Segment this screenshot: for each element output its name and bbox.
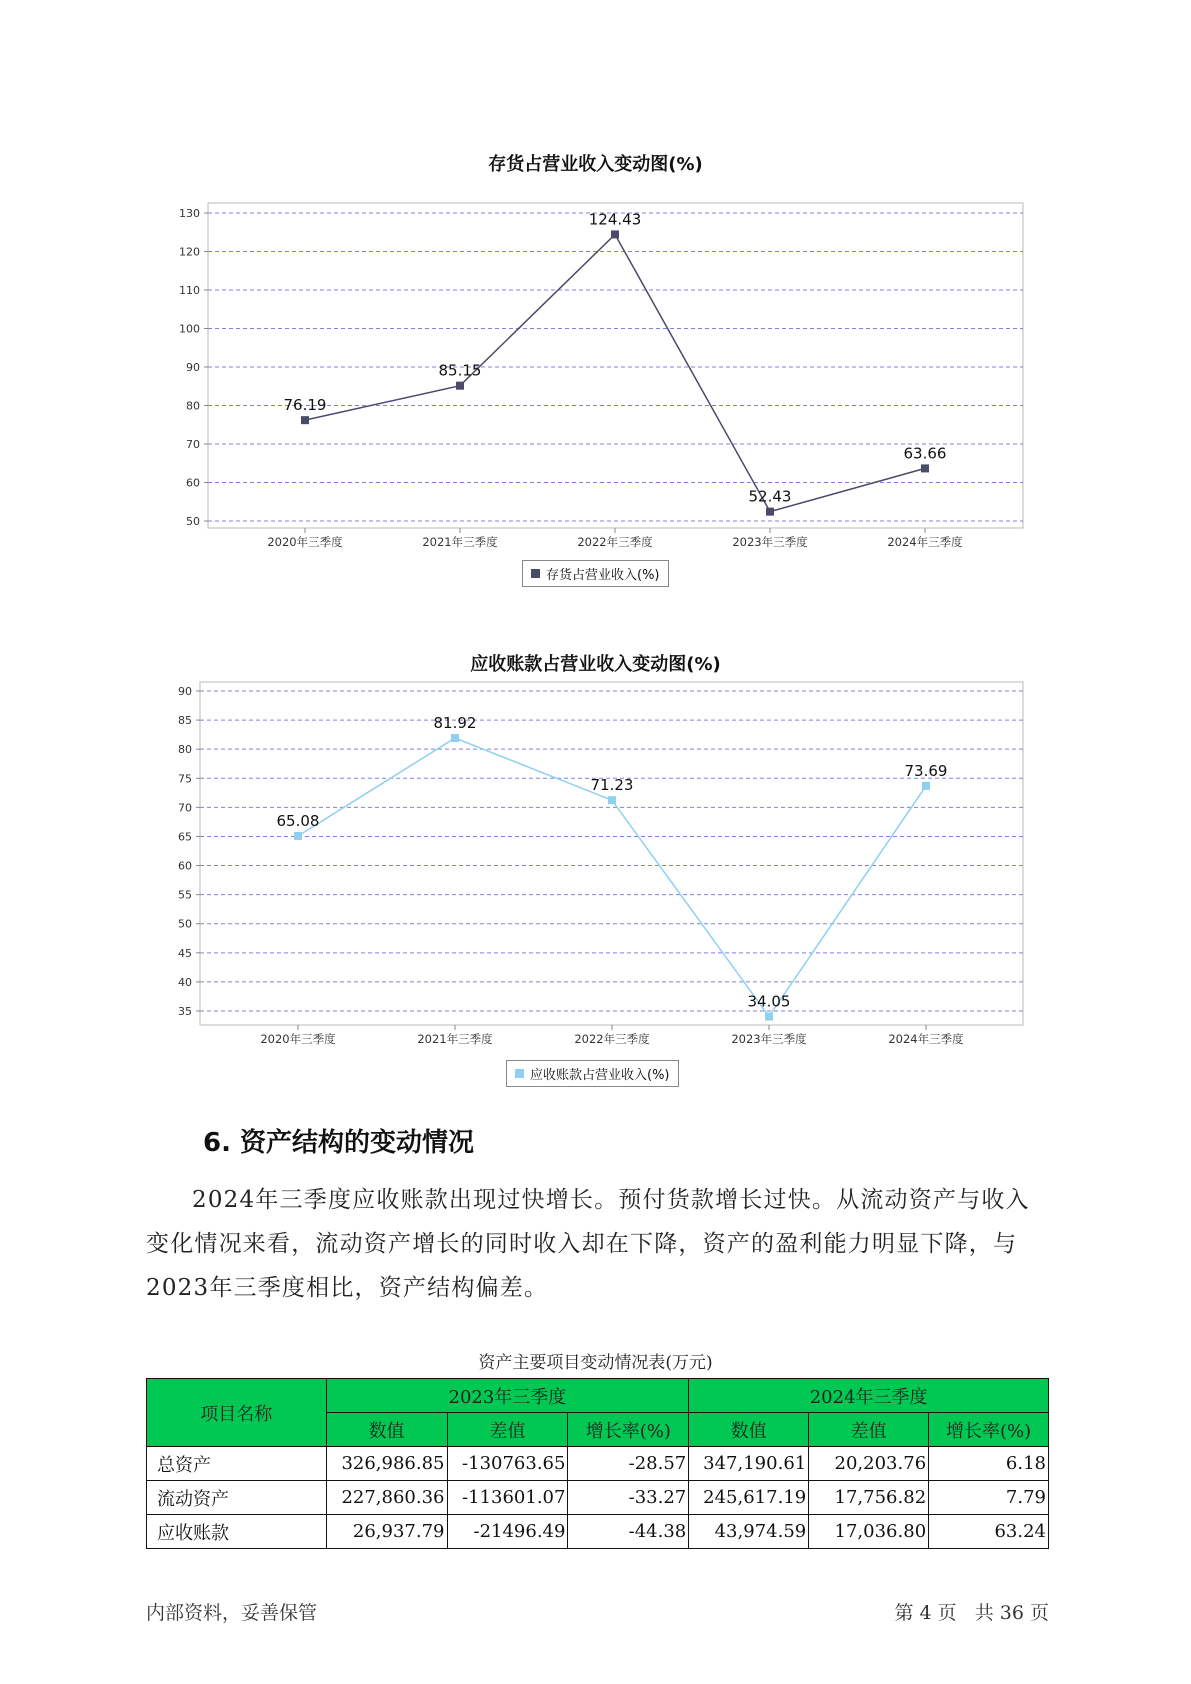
cell: -113601.07 — [447, 1481, 568, 1515]
data-label: 76.19 — [283, 396, 327, 415]
cell: 326,986.85 — [326, 1447, 447, 1481]
x-tick-label: 2022年三季度 — [574, 1032, 650, 1046]
data-point — [451, 734, 459, 742]
cell: 6.18 — [929, 1447, 1049, 1481]
y-tick-label: 55 — [178, 888, 192, 902]
data-label: 52.43 — [748, 487, 792, 506]
data-point — [301, 416, 309, 424]
table-row — [147, 1481, 1049, 1515]
data-label: 63.66 — [903, 444, 947, 463]
receivable-legend — [506, 1060, 679, 1087]
data-label: 65.08 — [276, 811, 320, 830]
y-tick-label: 50 — [178, 917, 192, 931]
y-tick-label: 45 — [178, 946, 192, 960]
footer-confidential: 内部资料，妥善保管 — [146, 1602, 318, 1624]
x-tick-label: 2024年三季度 — [888, 1032, 964, 1046]
y-tick-label: 80 — [186, 399, 200, 413]
y-tick-label: 65 — [178, 830, 192, 844]
x-tick-label: 2020年三季度 — [260, 1032, 336, 1046]
receivable-legend-label: 应收账款占营业收入(%) — [530, 1068, 670, 1083]
section-heading: 6. 资产结构的变动情况 — [203, 1128, 475, 1158]
y-tick-label: 85 — [178, 714, 192, 728]
y-tick-label: 50 — [186, 515, 200, 528]
y-tick-label: 70 — [186, 438, 200, 451]
x-tick-label: 2021年三季度 — [417, 1032, 493, 1046]
y-tick-label: 40 — [178, 975, 192, 989]
cell: 26,937.79 — [326, 1515, 447, 1549]
row-name: 流动资产 — [147, 1481, 327, 1515]
subheader-value: 数值 — [326, 1413, 447, 1447]
data-label: 73.69 — [904, 761, 948, 780]
data-label: 34.05 — [747, 992, 791, 1011]
receivable-chart — [0, 675, 1191, 1075]
cell: 63.24 — [929, 1515, 1049, 1549]
cell: 43,974.59 — [689, 1515, 809, 1549]
cell: 245,617.19 — [689, 1481, 809, 1515]
y-tick-label: 100 — [179, 322, 200, 336]
section-paragraph — [146, 1178, 1046, 1310]
cell: 17,036.80 — [809, 1515, 929, 1549]
x-tick-label: 2021年三季度 — [422, 535, 498, 549]
table-row — [147, 1515, 1049, 1549]
row-name: 应收账款 — [147, 1515, 327, 1549]
y-tick-label: 80 — [178, 743, 192, 757]
cell: 347,190.61 — [689, 1447, 809, 1481]
inventory-chart-title: 存货占营业收入变动图(%) — [488, 154, 703, 175]
y-tick-label: 75 — [178, 772, 192, 786]
series-line — [305, 234, 925, 511]
data-label: 81.92 — [433, 714, 477, 733]
legend-marker-icon — [515, 1069, 524, 1078]
cell: -33.27 — [568, 1481, 689, 1515]
data-point — [921, 464, 929, 472]
inventory-chart — [0, 185, 1191, 585]
row-name: 总资产 — [147, 1447, 327, 1481]
data-point — [765, 1013, 773, 1021]
data-label: 85.15 — [438, 361, 482, 380]
cell: -44.38 — [568, 1515, 689, 1549]
table-caption: 资产主要项目变动情况表(万元) — [478, 1353, 713, 1373]
subheader-growth: 增长率(%) — [568, 1413, 689, 1447]
data-point — [611, 230, 619, 238]
subheader-value: 数值 — [689, 1413, 809, 1447]
x-tick-label: 2020年三季度 — [267, 535, 343, 549]
cell: 227,860.36 — [326, 1481, 447, 1515]
cell: 7.79 — [929, 1481, 1049, 1515]
y-tick-label: 60 — [178, 859, 192, 873]
x-tick-label: 2024年三季度 — [887, 535, 963, 549]
cell: 17,756.82 — [809, 1481, 929, 1515]
cell: 20,203.76 — [809, 1447, 929, 1481]
inventory-legend-label: 存货占营业收入(%) — [546, 568, 660, 583]
y-tick-label: 70 — [178, 801, 192, 815]
subheader-diff: 差值 — [809, 1413, 929, 1447]
y-tick-label: 110 — [179, 284, 200, 297]
y-tick-label: 120 — [179, 245, 200, 259]
table-row — [147, 1447, 1049, 1481]
data-point — [608, 796, 616, 804]
y-tick-label: 60 — [186, 476, 200, 490]
legend-marker-icon — [531, 569, 540, 578]
header-item-name: 项目名称 — [147, 1379, 327, 1447]
plot-area — [200, 682, 1023, 1025]
data-point — [922, 782, 930, 790]
data-point — [294, 832, 302, 840]
x-tick-label: 2022年三季度 — [577, 535, 653, 549]
y-tick-label: 90 — [178, 685, 192, 698]
subheader-growth: 增长率(%) — [929, 1413, 1049, 1447]
header-period-b: 2024年三季度 — [689, 1379, 1049, 1413]
paragraph-text: 2024年三季度应收账款出现过快增长。预付货款增长过快。从流动资产与收入变化情况来看，流动资产增长的同时收入却在下降，资产的盈利能力明显下降，与2023年三季度相比，资产结构偏差。 — [146, 1187, 1030, 1301]
y-tick-label: 90 — [186, 361, 200, 374]
cell: -28.57 — [568, 1447, 689, 1481]
x-tick-label: 2023年三季度 — [732, 535, 808, 549]
cell: -130763.65 — [447, 1447, 568, 1481]
receivable-chart-title: 应收账款占营业收入变动图(%) — [470, 654, 721, 675]
inventory-legend — [522, 560, 669, 587]
y-tick-label: 35 — [178, 1005, 192, 1018]
asset-change-table — [146, 1378, 1049, 1549]
header-period-a: 2023年三季度 — [326, 1379, 689, 1413]
data-label: 124.43 — [588, 210, 642, 229]
footer-page-number: 第 4 页 共 36 页 — [894, 1602, 1049, 1624]
y-tick-label: 130 — [179, 207, 200, 220]
data-point — [456, 382, 464, 390]
data-point — [766, 508, 774, 516]
x-tick-label: 2023年三季度 — [731, 1032, 807, 1046]
data-label: 71.23 — [590, 776, 634, 795]
subheader-diff: 差值 — [447, 1413, 568, 1447]
cell: -21496.49 — [447, 1515, 568, 1549]
